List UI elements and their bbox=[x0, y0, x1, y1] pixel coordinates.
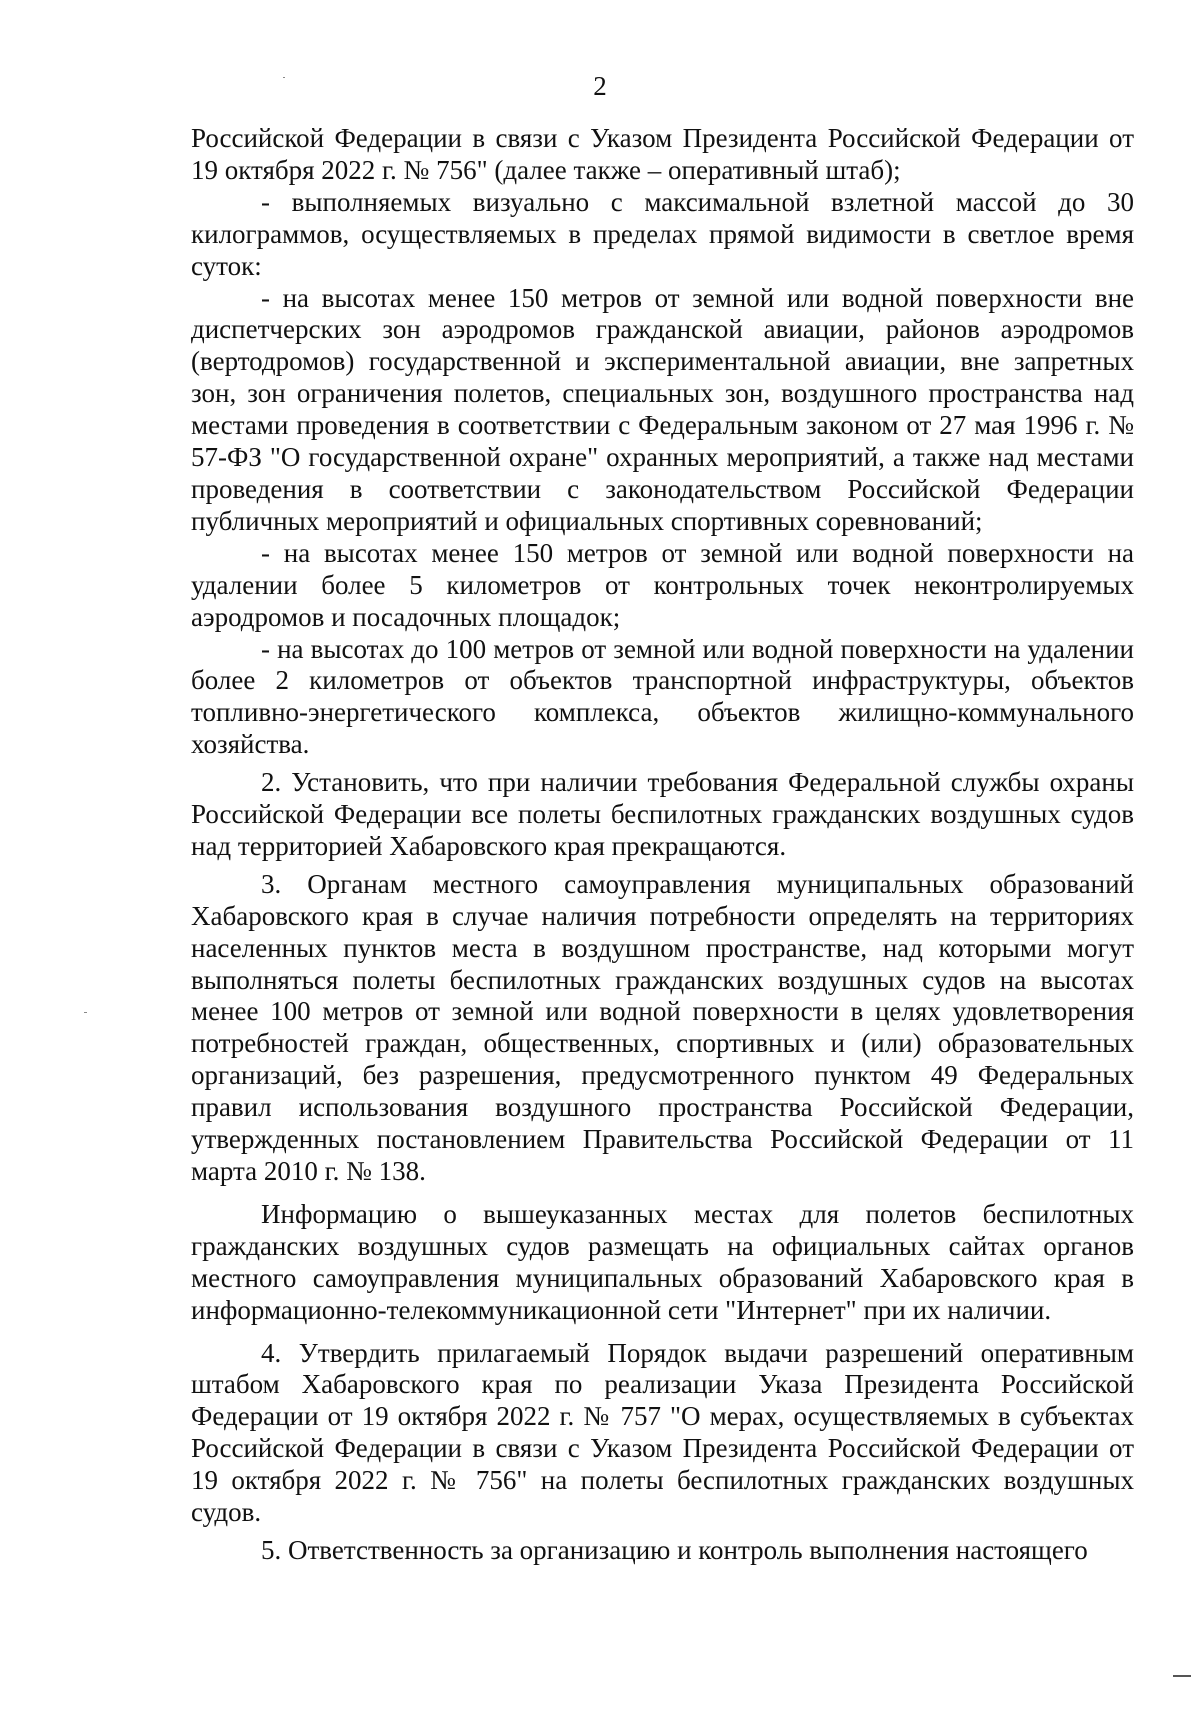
document-body bbox=[191, 123, 1134, 1567]
page-number: 2 bbox=[593, 71, 607, 101]
paragraph-item-5: 5. Ответственность за организацию и контроль выполнения настоящего bbox=[261, 1534, 1088, 1565]
paragraph-item-2: 2. Установить, что при наличии требования Федеральной службы охраны Российской Федерации все полеты беспилотных гражданских воздушных судов над территорией Хабаровского края прекращаются. bbox=[191, 767, 1134, 861]
scan-speck-top bbox=[283, 77, 285, 78]
paragraph-up-to-100m-2km: - на высотах до 100 метров от земной или водной поверхности на удалении более 2 километров от объектов транспортной инфраструктуры, объектов топливно-энергетического комплекса, объектов жилищно-коммунального хозяйства. bbox=[191, 633, 1134, 760]
paragraph-below-150m-5km: - на высотах менее 150 метров от земной или водной поверхности на удалении более 5 километров от контрольных точек неконтролируемых аэродромов и посадочных площадок; bbox=[191, 537, 1134, 632]
paragraph-item-4: 4. Утвердить прилагаемый Порядок выдачи разрешений оперативным штабом Хабаровского края по реализации Указа Президента Российской Федерации от 19 октября 2022 г. № 757 "О мерах, осуществляемых в субъектах Российской Федерации в связи с Указом Президента Российской Федерации от 19 октября 2022 г. № 756" на полеты беспилотных гражданских воздушных судов. bbox=[191, 1337, 1134, 1528]
paragraph-information-placement: Информацию о вышеуказанных местах для полетов беспилотных гражданских воздушных судов размещать на официальных сайтах органов местного самоуправления муниципальных образований Хабаровского края в информационно-телекоммуникационной сети "Интернет" при их наличии. bbox=[191, 1198, 1134, 1325]
scan-edge-mark bbox=[1173, 1675, 1191, 1677]
paragraph-item-3: 3. Органам местного самоуправления муниципальных образований Хабаровского края в случае наличия потребности определять на территориях населенных пунктов места в воздушном пространстве, над которыми могут выполняться полеты беспилотных гражданских воздушных судов на высотах менее 100 метров от земной или водной поверхности в целях удовлетворения потребностей граждан, общественных, спортивных и (или) образовательных организаций, без разрешения, предусмотренного пунктом 49 Федеральных правил использования воздушного пространства Российской Федерации, утвержденных постановлением Правительства Российской Федерации от 11 марта 2010 г. № 138. bbox=[191, 868, 1134, 1186]
paragraph-continuation: Российской Федерации в связи с Указом Президента Российской Федерации от 19 октября 2022 г. № 756" (далее также – оперативный штаб); bbox=[191, 123, 1134, 185]
paragraph-visual-flights: - выполняемых визуально с максимальной взлетной массой до 30 килограммов, осуществляемых в пределах прямой видимости в светлое время суток: bbox=[191, 186, 1134, 281]
paragraph-below-150m-outside-zones: - на высотах менее 150 метров от земной или водной поверхности вне диспетчерских зон аэродромов гражданской авиации, районов аэродромов (вертодромов) государственной и экспериментальной авиации, вне запретных зон, зон ограничения полетов, специальных зон, воздушного пространства над местами проведения в соответствии с Федеральным законом от 27 мая 1996 г. № 57-ФЗ "О государственной охране" охранных мероприятий, а также над местами проведения в соответствии с законодательством Российской Федерации публичных мероприятий и официальных спортивных соревнований; bbox=[191, 282, 1134, 536]
scan-speck-left bbox=[84, 1012, 87, 1013]
